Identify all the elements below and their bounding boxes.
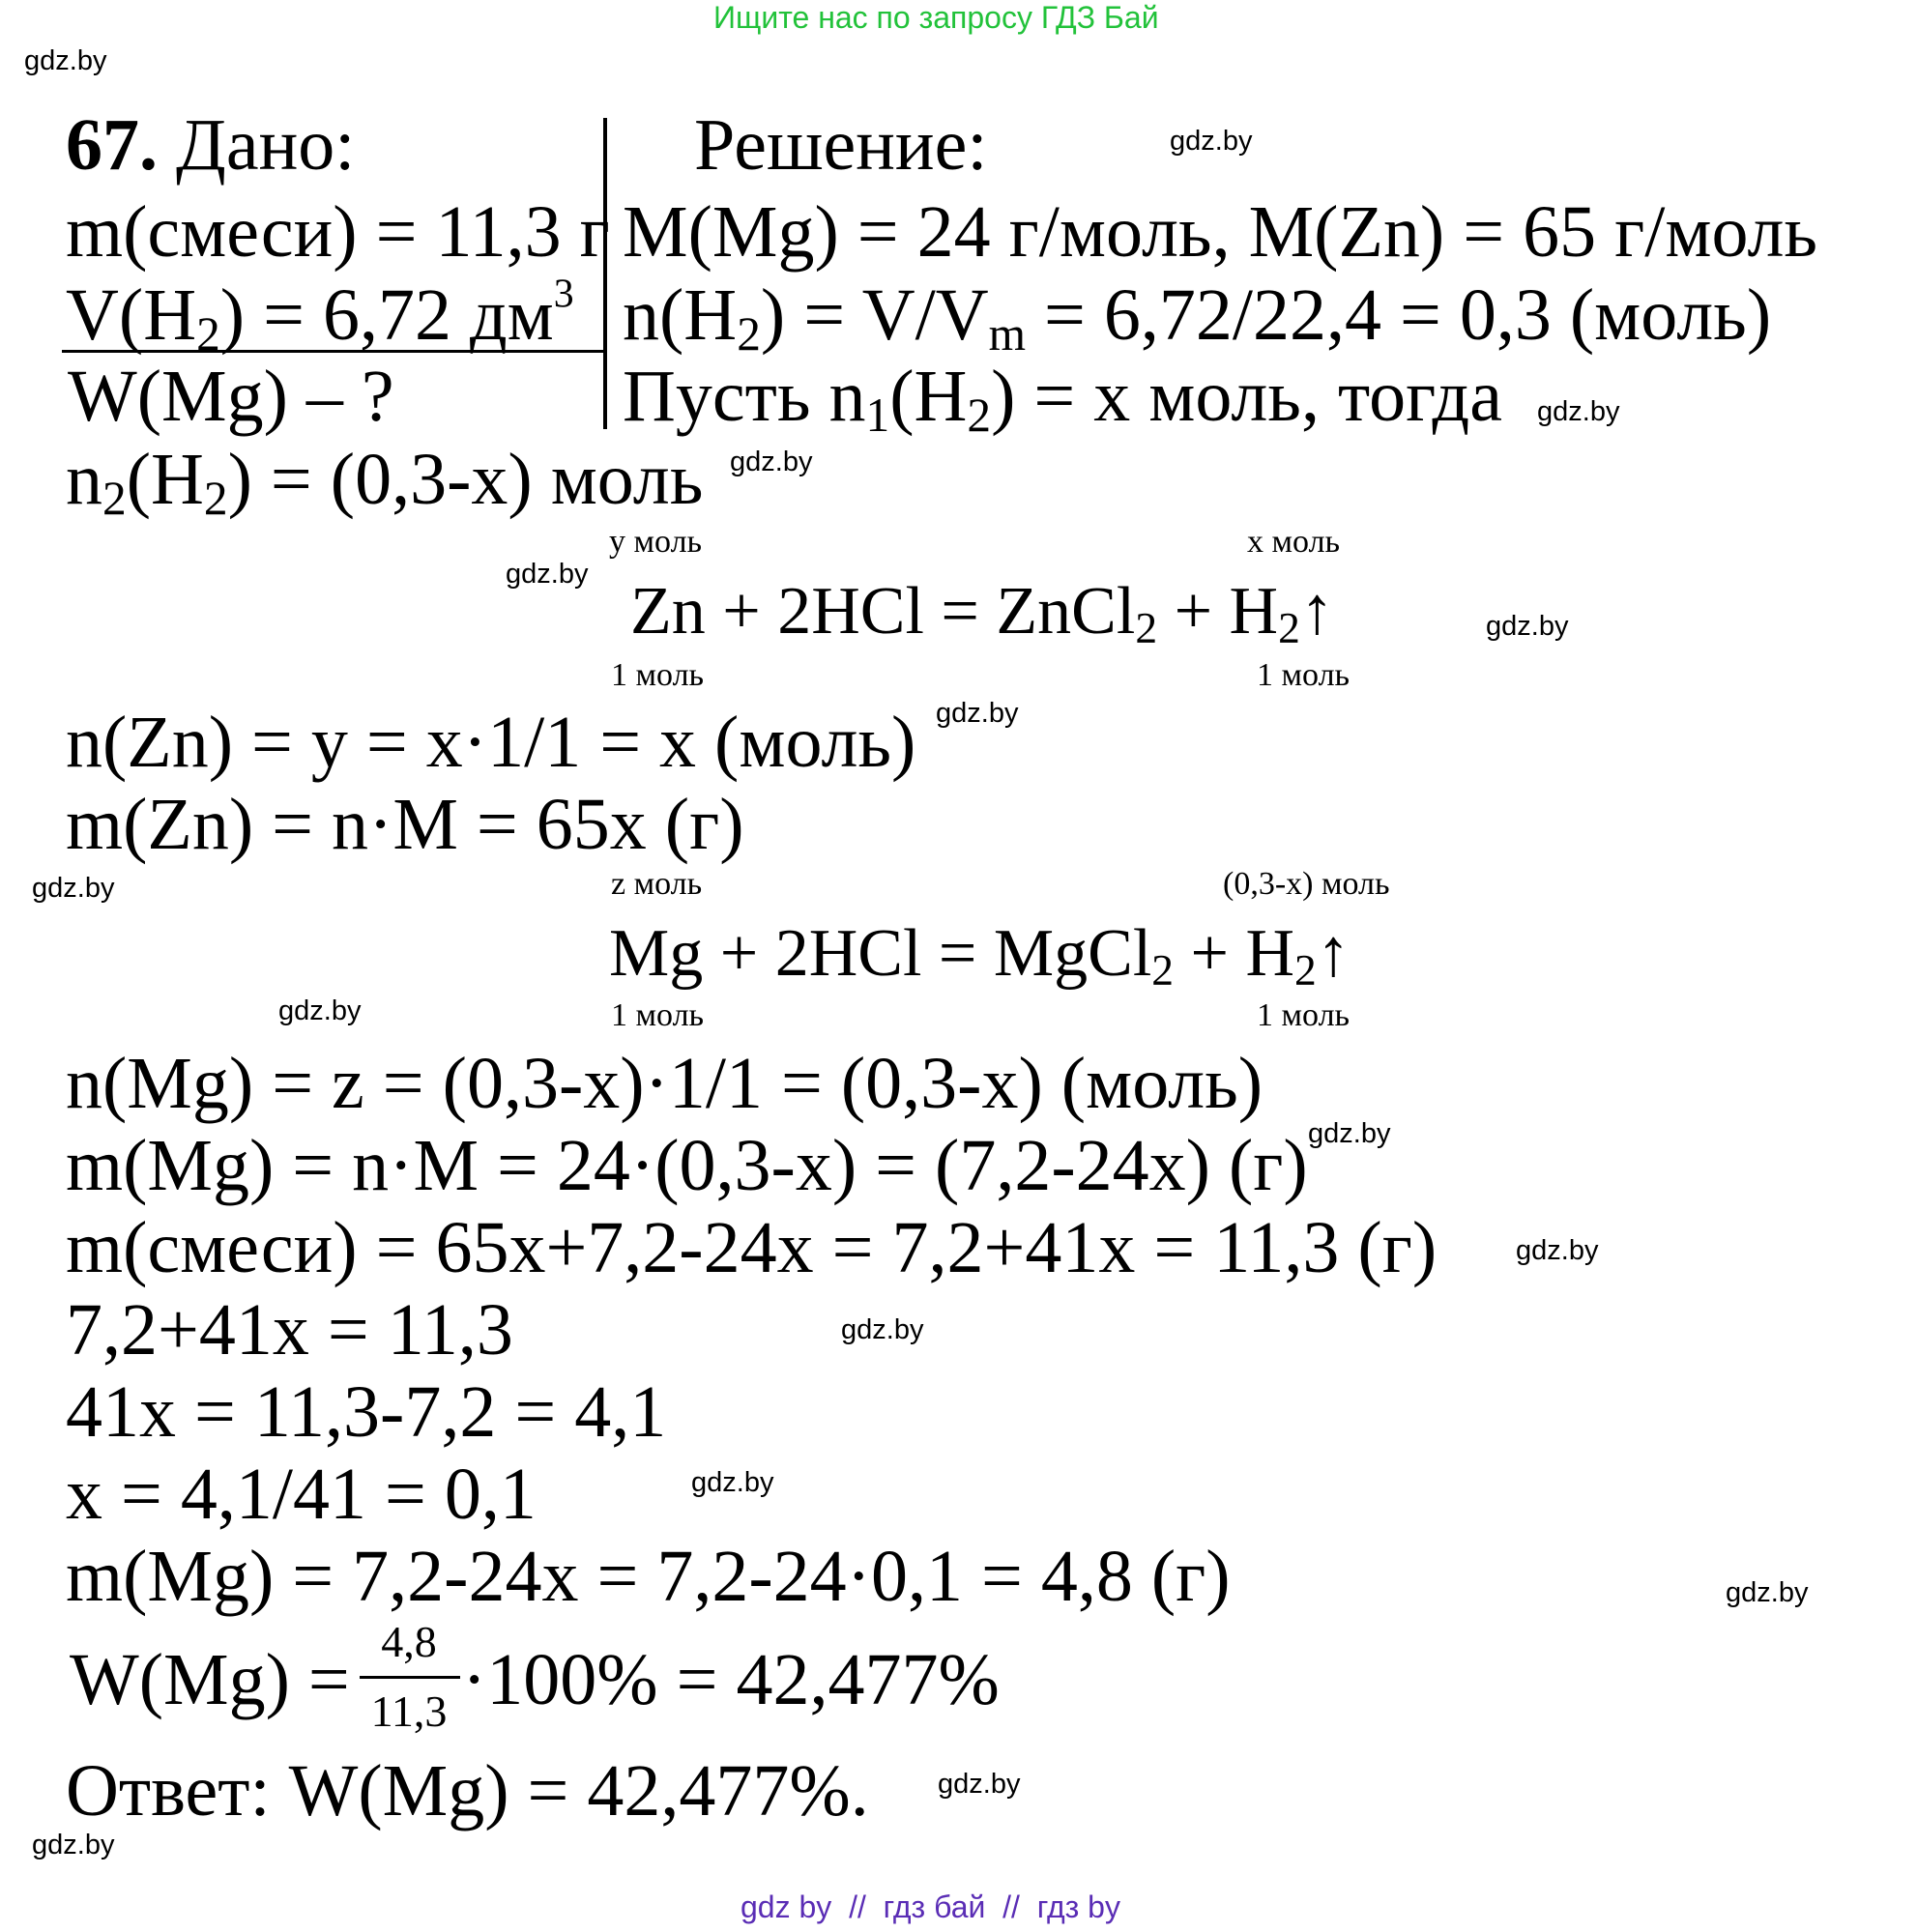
reaction1-above-left: y моль bbox=[609, 524, 703, 560]
text: ) = (0,3-x) моль bbox=[227, 439, 704, 520]
given-mass-mixture: m(смеси) = 11,3 г bbox=[66, 191, 610, 273]
text: ) = V/V bbox=[760, 274, 989, 356]
given-divider-vertical bbox=[603, 118, 607, 429]
subscript: 2 bbox=[737, 306, 761, 360]
text: (H bbox=[889, 356, 968, 437]
subscript: 2 bbox=[1278, 603, 1300, 652]
m-mg-expression: m(Mg) = n·M = 24·(0,3-x) = (7,2-24x) (г) bbox=[66, 1125, 1308, 1206]
find-w-mg: W(Mg) – ? bbox=[68, 356, 394, 437]
search-hint: Ищите нас по запросу ГДЗ Бай bbox=[713, 0, 1159, 35]
given-volume-h2 bbox=[66, 272, 574, 360]
w-mg-fraction-denominator: 11,3 bbox=[370, 1687, 448, 1736]
let-n1 bbox=[623, 356, 1502, 442]
text: ) = 6,72 дм bbox=[219, 274, 554, 356]
w-mg-fraction-numerator: 4,8 bbox=[381, 1617, 437, 1666]
watermark: gdz.by bbox=[1170, 126, 1253, 157]
given-label: Дано: bbox=[176, 104, 356, 186]
watermark: gdz.by bbox=[691, 1467, 774, 1498]
m-mg-value: m(Mg) = 7,2-24x = 7,2-24·0,1 = 4,8 (г) bbox=[66, 1536, 1231, 1617]
reaction1-below-left: 1 моль bbox=[611, 657, 705, 693]
text: Mg + 2HCl = MgCl bbox=[609, 916, 1152, 991]
text: Пусть n bbox=[623, 356, 866, 437]
watermark: gdz.by bbox=[1308, 1118, 1391, 1149]
m-mixture: m(смеси) = 65x+7,2-24x = 7,2+41x = 11,3 (г) bbox=[66, 1207, 1438, 1288]
subscript: 2 bbox=[102, 471, 127, 525]
watermark: gdz.by bbox=[24, 45, 107, 76]
watermark: gdz.by bbox=[730, 447, 813, 477]
watermark: gdz.by bbox=[841, 1314, 924, 1345]
n-zn: n(Zn) = y = x·1/1 = x (моль) bbox=[66, 702, 916, 783]
text: n bbox=[66, 439, 102, 520]
text: + H bbox=[1174, 916, 1295, 991]
subscript: 2 bbox=[1135, 603, 1158, 652]
molar-masses: M(Mg) = 24 г/моль, M(Zn) = 65 г/моль bbox=[623, 191, 1818, 273]
subscript: 2 bbox=[196, 306, 220, 360]
n-mg: n(Mg) = z = (0,3-x)·1/1 = (0,3-x) (моль) bbox=[66, 1043, 1263, 1124]
text: = 6,72/22,4 = 0,3 (моль) bbox=[1026, 274, 1772, 356]
equation-2: 41x = 11,3-7,2 = 4,1 bbox=[66, 1371, 667, 1453]
watermark: gdz.by bbox=[506, 559, 589, 590]
subscript: 2 bbox=[1294, 945, 1317, 995]
watermark: gdz.by bbox=[32, 1830, 115, 1860]
equation-3: x = 4,1/41 = 0,1 bbox=[66, 1454, 537, 1535]
answer: Ответ: W(Mg) = 42,477%. bbox=[66, 1750, 869, 1831]
solution-label: Решение: bbox=[694, 104, 988, 186]
text: ) = x моль, тогда bbox=[991, 356, 1502, 437]
text: V(H bbox=[66, 274, 197, 356]
watermark: gdz.by bbox=[1516, 1235, 1599, 1266]
subscript: m bbox=[988, 306, 1027, 360]
subscript: 2 bbox=[1151, 945, 1175, 995]
reaction1-above-right: x моль bbox=[1247, 524, 1341, 560]
reaction2-below-right: 1 моль bbox=[1257, 997, 1351, 1033]
watermark: gdz.by bbox=[278, 995, 362, 1026]
w-mg-right: ·100% = 42,477% bbox=[462, 1639, 1000, 1720]
arrow-up-icon: ↑ bbox=[1299, 574, 1334, 649]
text: Zn + 2HCl = ZnCl bbox=[630, 574, 1136, 649]
problem-number: 67. bbox=[66, 104, 158, 186]
reaction1-equation bbox=[630, 574, 1334, 652]
superscript: 3 bbox=[553, 272, 574, 317]
text: + H bbox=[1157, 574, 1279, 649]
footer-links[interactable]: gdz by // гдз бай // гдз by bbox=[741, 1889, 1120, 1924]
w-mg-left: W(Mg) = bbox=[70, 1639, 350, 1720]
n2-h2 bbox=[66, 439, 704, 525]
m-zn: m(Zn) = n·M = 65x (г) bbox=[66, 784, 744, 865]
w-mg-fraction-bar bbox=[360, 1676, 460, 1679]
text: (H bbox=[126, 439, 204, 520]
watermark: gdz.by bbox=[936, 698, 1019, 729]
watermark: gdz.by bbox=[1537, 396, 1620, 427]
reaction2-below-left: 1 моль bbox=[611, 997, 705, 1033]
watermark: gdz.by bbox=[1486, 611, 1569, 642]
text: n(H bbox=[623, 274, 738, 356]
equation-1: 7,2+41x = 11,3 bbox=[66, 1289, 513, 1370]
subscript: 2 bbox=[203, 471, 228, 525]
reaction2-equation bbox=[609, 916, 1351, 995]
reaction2-above-right: (0,3-x) моль bbox=[1223, 866, 1390, 902]
subscript: 1 bbox=[865, 388, 890, 442]
reaction1-below-right: 1 моль bbox=[1257, 657, 1351, 693]
watermark: gdz.by bbox=[1726, 1577, 1809, 1608]
arrow-up-icon: ↑ bbox=[1316, 916, 1351, 991]
n-h2-total bbox=[623, 274, 1772, 360]
subscript: 2 bbox=[967, 388, 992, 442]
watermark: gdz.by bbox=[32, 873, 115, 904]
watermark: gdz.by bbox=[938, 1769, 1021, 1800]
reaction2-above-left: z моль bbox=[611, 866, 703, 902]
